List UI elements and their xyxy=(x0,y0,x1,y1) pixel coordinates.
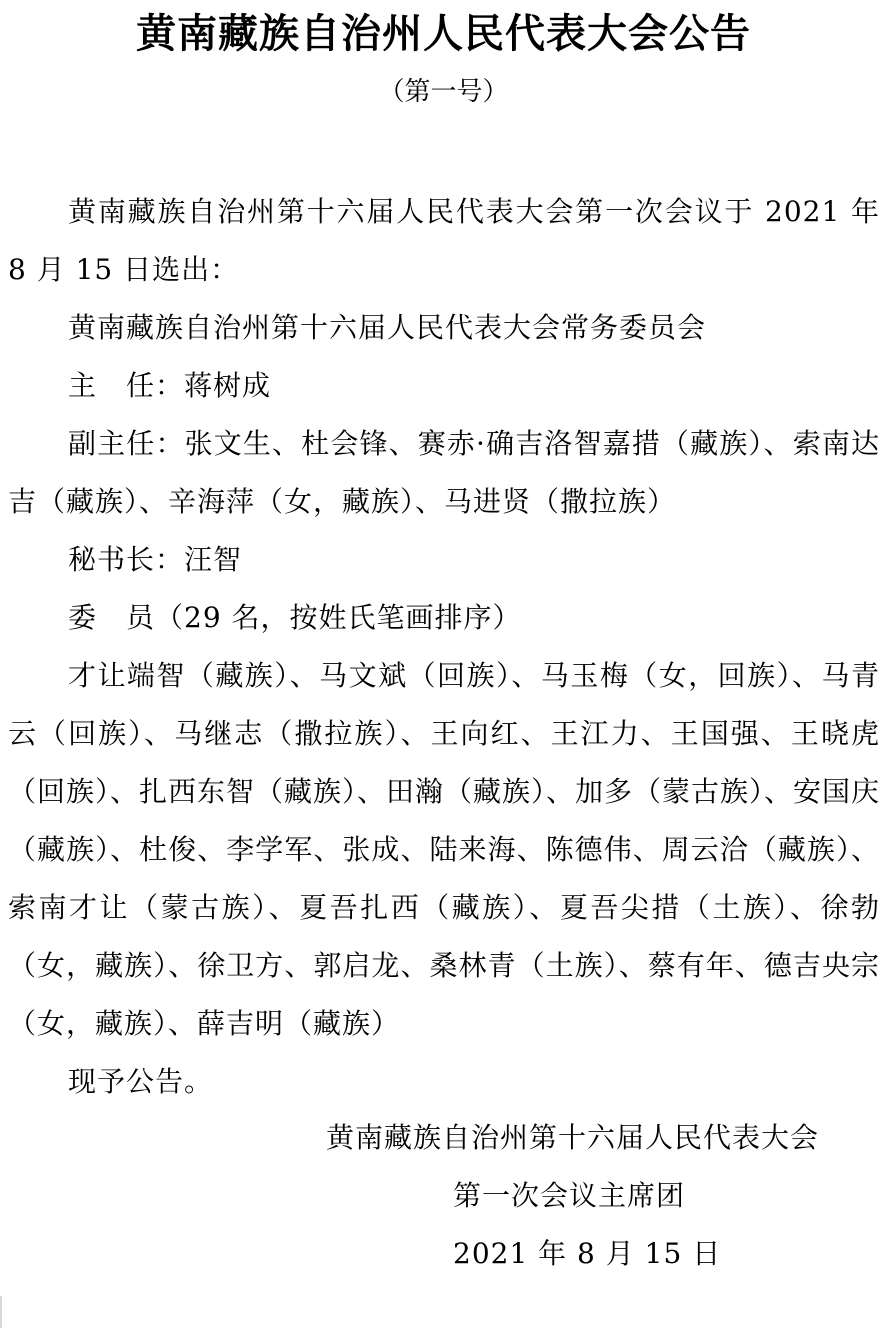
director-line: 主 任：蒋树成 xyxy=(68,369,272,402)
document-body xyxy=(8,183,880,1111)
signature-issuer: 黄南藏族自治州第十六届人民代表大会 xyxy=(326,1121,820,1154)
deputy-directors-paragraph: 副主任：张文生、杜会锋、赛赤·确吉洛智嘉措（藏族）、索南达吉（藏族）、辛海萍（女，藏族）、马进贤（撒拉族） xyxy=(8,427,880,518)
members-heading: 委 员（29 名，按姓氏笔画排序） xyxy=(68,601,522,634)
members-list-paragraph: 才让端智（藏族）、马文斌（回族）、马玉梅（女，回族）、马青云（回族）、马继志（撒拉族）、王向红、王江力、王国强、王晓虎（回族）、扎西东智（藏族）、田瀚（藏族）、加多（蒙古族）、安国庆（藏族）、杜俊、李学军、张成、陆来海、陈德伟、周云洽（藏族）、索南才让（蒙古族）、夏吾扎西（藏族）、夏吾尖措（土族）、徐勃（女，藏族）、徐卫方、郭启龙、桑林青（土族）、蔡有年、德吉央宗（女，藏族）、薛吉明（藏族） xyxy=(8,659,881,1040)
closing-statement: 现予公告。 xyxy=(68,1065,214,1098)
document-title: 黄南藏族自治州人民代表大会公告 xyxy=(136,10,751,57)
document-number: （第一号） xyxy=(378,77,509,107)
signature-date: 2021 年 8 月 15 日 xyxy=(453,1237,722,1270)
secretary-general-line: 秘书长：汪智 xyxy=(68,543,243,576)
page-edge-divider xyxy=(0,1296,2,1328)
signature-body: 第一次会议主席团 xyxy=(453,1179,686,1212)
committee-name: 黄南藏族自治州第十六届人民代表大会常务委员会 xyxy=(68,311,707,344)
intro-paragraph: 黄南藏族自治州第十六届人民代表大会第一次会议于 2021 年 8 月 15 日选出： xyxy=(8,195,880,286)
